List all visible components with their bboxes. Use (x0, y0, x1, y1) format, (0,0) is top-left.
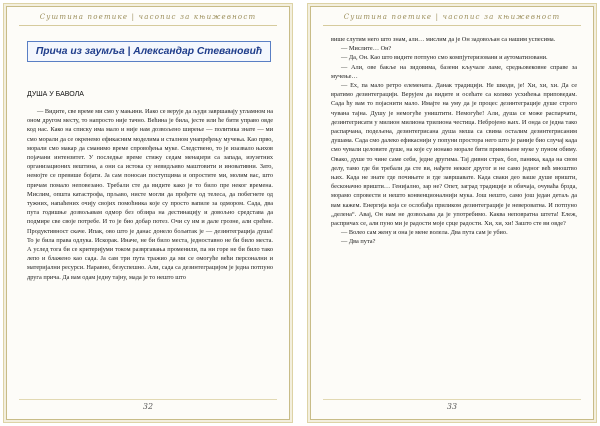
paragraph: — Волео сам жену и она је мене волела. Два пута сам је убио. (341, 229, 508, 237)
right-page (310, 6, 594, 420)
header-rule (19, 25, 277, 26)
paragraph: — Два пута? (341, 238, 376, 246)
paragraph: — Мислите… Он? (341, 45, 392, 53)
footer-rule (19, 399, 277, 400)
story-title: Прича из заумља | Александар Стевановић (35, 46, 263, 57)
story-heading: ДУША У БАВОЛА (27, 91, 84, 98)
paragraph: — Да, Он. Као што видите потпуно смо компјутеризовани и аутоматизовани. (341, 54, 548, 62)
header-rule (323, 25, 581, 26)
page-number-right: 33 (446, 402, 458, 411)
page-number-left: 32 (142, 402, 154, 411)
paragraph: — Али, ове бакље на зидовима, базени кључале ламе, средњовековне справе за мучење… (331, 63, 577, 80)
running-header: Суштина поетике | часопис за књижевност (343, 13, 561, 21)
footer-rule (323, 399, 581, 400)
story-title-box (27, 41, 271, 62)
paragraph: више слутим него што знам, али… мислим да је Он задовољан са нашим успесима. (331, 36, 556, 43)
running-header: Суштина поетике | часопис за књижевност (39, 13, 257, 21)
left-body-text: — Видите, све време ми смо у мањини. Иако се верује да људи завршавају угламном на оном другом месту, то напросто није тачно. Већина је била, јесте или ће бити управо овде код нас. Како на списку има мало и није нам дозвољено ширење — политика знате — ми смо морали да се окренемо ефикасним моделима и сталном унапређењу мучења. Као прво, морали смо макар да сманимо време спровођења муке. Следствено, то је изазвало њихов појачани интензитет. У последње време стижу седам менаџери са запада, изузетних организационих вештина, а они са истока су невидљиво маштовити и иновативни. Зато, немојте се превише бојати. Ја сам поносан поступцима и опростите ми, молим вас, што причам помало неповезано. Требали сте да видите како је то било пре неког времена. Мислим, општа катастрофа, прљаво, нисте могли да прођете од телеса, да побегнете од тужних, напаћених очију својих помоћника које су просто вапиле за одмором. Сада, два пута годишње дозвољавам одмор без обзира на дестинацију и довољно средстава да подмире све своје потребе. И то је био добар потез. Очи су им и дале грозне, али срећне. Продуктивност скаче. Ипак, ово што је данас донело бољитак је — дезинтеграција душа! То је била права одлука. Искорак. Иначе, не би било места, једноставно не би било места. А услед тога би се критеријуми током развргавања променили, па ни горе не би било тако лепо и блажено као сада. Ја сам три пута тражио да ми се омогуће већи персонални и материјални ресурси. Наравно, безуспешно. Али, сада са дезинтеграцијом је једна потпуно друга прича. Да вам одам једну тајну, мада је то нешто што (27, 108, 273, 281)
left-page (6, 6, 290, 420)
paragraph: — Ех, па мало ретро елемената. Данак традицији. Не шкоди, је! Хи, хи, хи. Да се вратимо дезинтеграцији. Верујем да видите и осећате са колико усхићења приповедам. Сада ћу вам то појаснити мало. Имајте на уму да је процес дезинтеграције душе строго чувана тајна. Душу је немогуће уништити. Немогуће! Али, душа се може распарчати, дезинтегрисати у милион милиона трилиона честица. Небројено њих. И онда се једна тако распарчана, подељена, дезинтегрисана душа меша са свима осталим дезинтегрисаним душама. Сада смо далеко ефикаснији у попуни простора него што је раније био случај када смо чували целовите душе, на које су ионако морале бити примењене муке у пуном обиму. Овако, душе то чине саме себи, једне другима. Тај дивни страх, бол, паника, када на свом делу, тамо где би требали да сте ви, нађете некког другог и не само једног већ мноштво њих. Када не знате где почињете и где завршавате. Када сваки део ваше душе вришти, бесконачно вришти… Генијално, зар не? Опет, заград традиције и обичаја, очуваћа брзда, морамо спровести и нешто конвенционалнији мука. Још нешто, само још један детаљ да вам кажем. Енергија која се ослобађа приликом дезинтеграције је невероватна. И потпуно „делена“. Авај, Он нам не дозвољава да је употребимо. Каква неповратна штета! Ележ, распричах се, али пуно ми је радости моје срце радости. Хи, хи, хи! Зашто сте ви овде? (331, 82, 577, 228)
right-body-text (331, 35, 577, 397)
